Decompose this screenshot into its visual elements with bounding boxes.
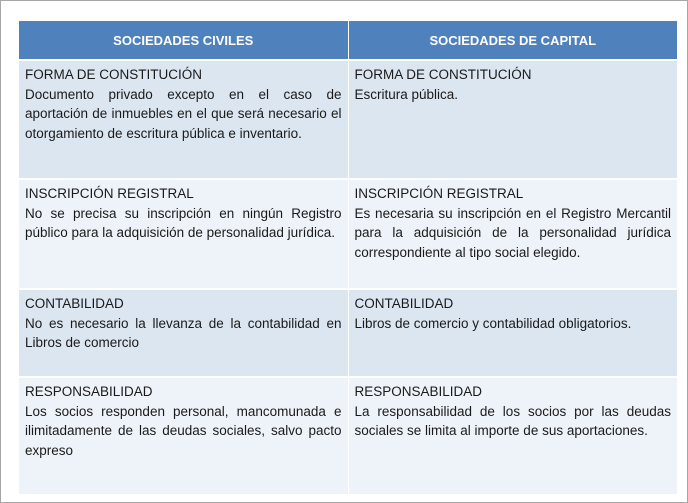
cell-heading: RESPONSABILIDAD xyxy=(25,384,153,399)
cell-capital-constitucion xyxy=(348,60,677,179)
cell-text: No se precisa su inscripción en ningún Registro público para la adquisición de personalidad jurídica. xyxy=(25,205,342,240)
cell-capital-responsabilidad xyxy=(348,377,677,494)
cell-heading: CONTABILIDAD xyxy=(25,296,124,311)
column-header-capital: SOCIEDADES DE CAPITAL xyxy=(348,21,677,60)
cell-capital-inscripcion xyxy=(348,179,677,289)
table-row xyxy=(19,60,677,179)
cell-civil-constitucion xyxy=(19,60,348,179)
cell-civil-contabilidad xyxy=(19,289,348,377)
cell-heading: RESPONSABILIDAD xyxy=(354,384,483,399)
cell-text: Escritura pública. xyxy=(354,86,459,102)
comparison-table xyxy=(19,21,677,494)
cell-heading: INSCRIPCIÓN REGISTRAL xyxy=(354,186,524,201)
cell-capital-contabilidad xyxy=(348,289,677,377)
table-row xyxy=(19,377,677,494)
cell-text: Es necesaria su inscripción en el Registro Mercantil para la adquisición de la personalidad jurídica correspondiente al tipo social elegido. xyxy=(354,205,671,260)
table-row xyxy=(19,289,677,377)
cell-heading: CONTABILIDAD xyxy=(354,296,454,311)
cell-text: La responsabilidad de los socios por las deudas sociales se limita al importe de sus aportaciones. xyxy=(354,403,671,438)
cell-heading: FORMA DE CONSTITUCIÓN xyxy=(354,67,532,82)
table-header-row xyxy=(19,21,677,60)
cell-text: Libros de comercio y contabilidad obligatorios. xyxy=(354,315,632,331)
cell-civil-inscripcion xyxy=(19,179,348,289)
cell-heading: INSCRIPCIÓN REGISTRAL xyxy=(25,186,194,201)
cell-civil-responsabilidad xyxy=(19,377,348,494)
cell-text: Documento privado excepto en el caso de aportación de inmuebles en el que será necesario el otorgamiento de escritura pública e inventario. xyxy=(25,86,342,141)
cell-text: No es necesario la llevanza de la contabilidad en Libros de comercio xyxy=(25,315,342,350)
table-row xyxy=(19,179,677,289)
cell-heading: FORMA DE CONSTITUCIÓN xyxy=(25,67,203,82)
column-header-civiles: SOCIEDADES CIVILES xyxy=(19,21,348,60)
cell-text: Los socios responden personal, mancomunada e ilimitadamente de las deudas sociales, salvo pacto expreso xyxy=(25,403,342,458)
